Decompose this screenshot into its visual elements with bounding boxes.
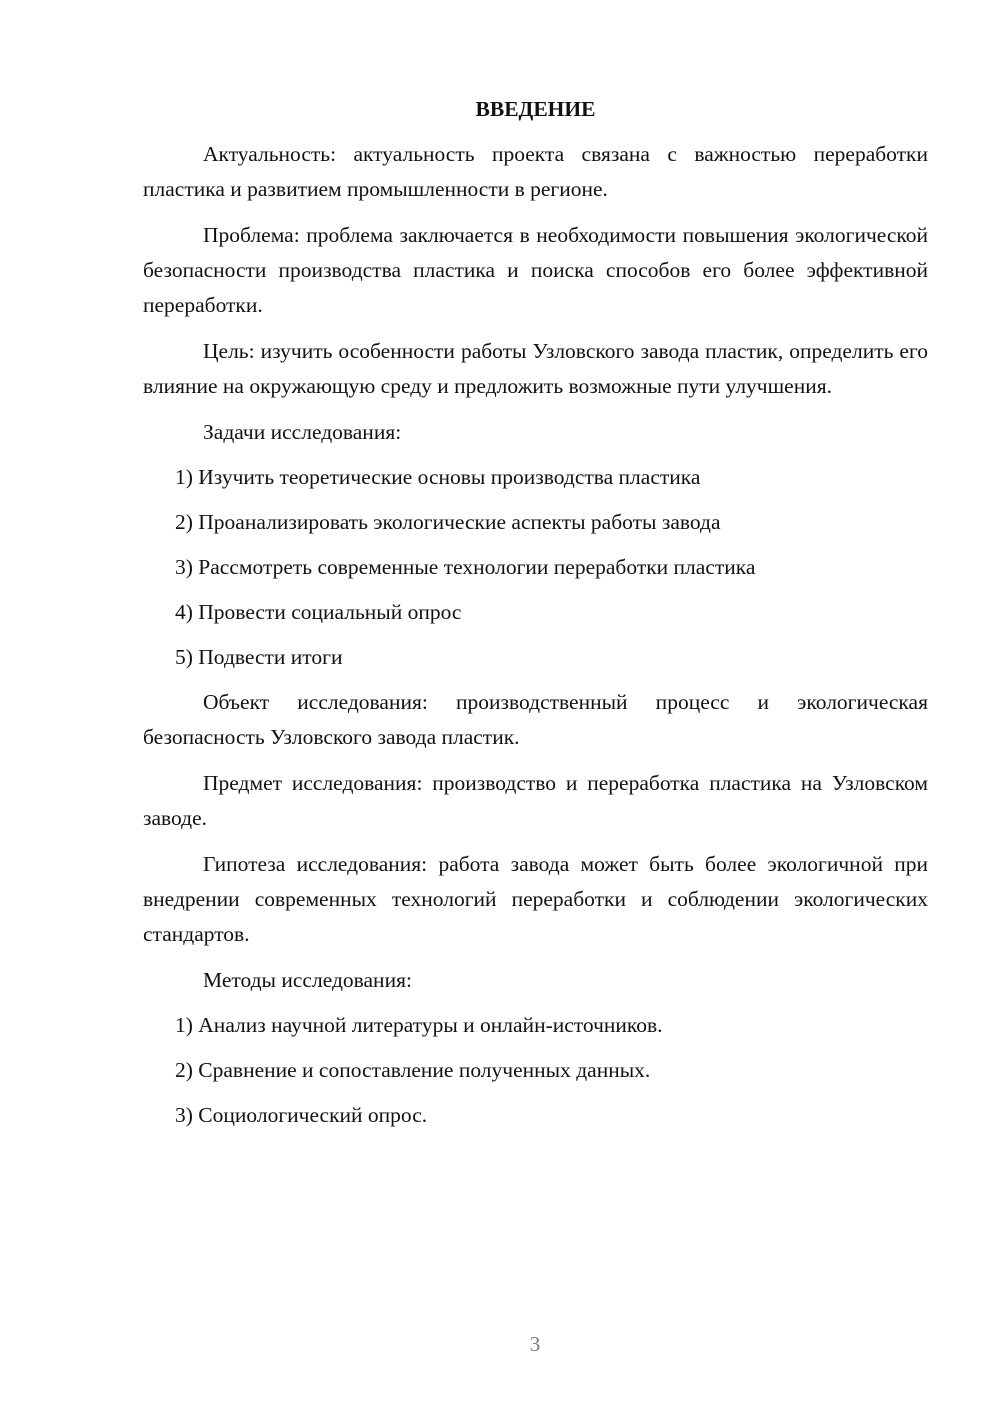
task-item: 5) Подвести итоги <box>175 645 343 669</box>
page-title: ВВЕДЕНИЕ <box>475 97 596 121</box>
task-item: 4) Провести социальный опрос <box>175 600 462 624</box>
method-item: 1) Анализ научной литературы и онлайн-источников. <box>175 1013 663 1037</box>
task-item: 3) Рассмотреть современные технологии переработки пластика <box>175 555 756 579</box>
relevance-paragraph: Актуальность: актуальность проекта связана с важностью переработки пластика и развитием промышленности в регионе. <box>143 142 928 201</box>
page-content <box>143 92 928 1143</box>
methods-label: Методы исследования: <box>203 968 412 992</box>
hypothesis-paragraph: Гипотеза исследования: работа завода может быть более экологичной при внедрении современных технологий переработки и соблюдении экологических стандартов. <box>143 852 928 946</box>
tasks-list <box>143 460 928 675</box>
task-item: 1) Изучить теоретические основы производства пластика <box>175 465 701 489</box>
object-paragraph: Объект исследования: производственный процесс и экологическая безопасность Узловского завода пластик. <box>143 690 928 749</box>
problem-paragraph: Проблема: проблема заключается в необходимости повышения экологической безопасности производства пластика и поиска способов его более эффективной переработки. <box>143 223 928 317</box>
task-item: 2) Проанализировать экологические аспекты работы завода <box>175 510 721 534</box>
method-item: 2) Сравнение и сопоставление полученных данных. <box>175 1058 651 1082</box>
method-item: 3) Социологический опрос. <box>175 1103 428 1127</box>
methods-list <box>143 1008 928 1133</box>
tasks-label: Задачи исследования: <box>203 420 402 444</box>
page-number: 3 <box>529 1332 541 1356</box>
goal-paragraph: Цель: изучить особенности работы Узловского завода пластик, определить его влияние на окружающую среду и предложить возможные пути улучшения. <box>143 339 928 398</box>
subject-paragraph: Предмет исследования: производство и переработка пластика на Узловском заводе. <box>143 771 928 830</box>
